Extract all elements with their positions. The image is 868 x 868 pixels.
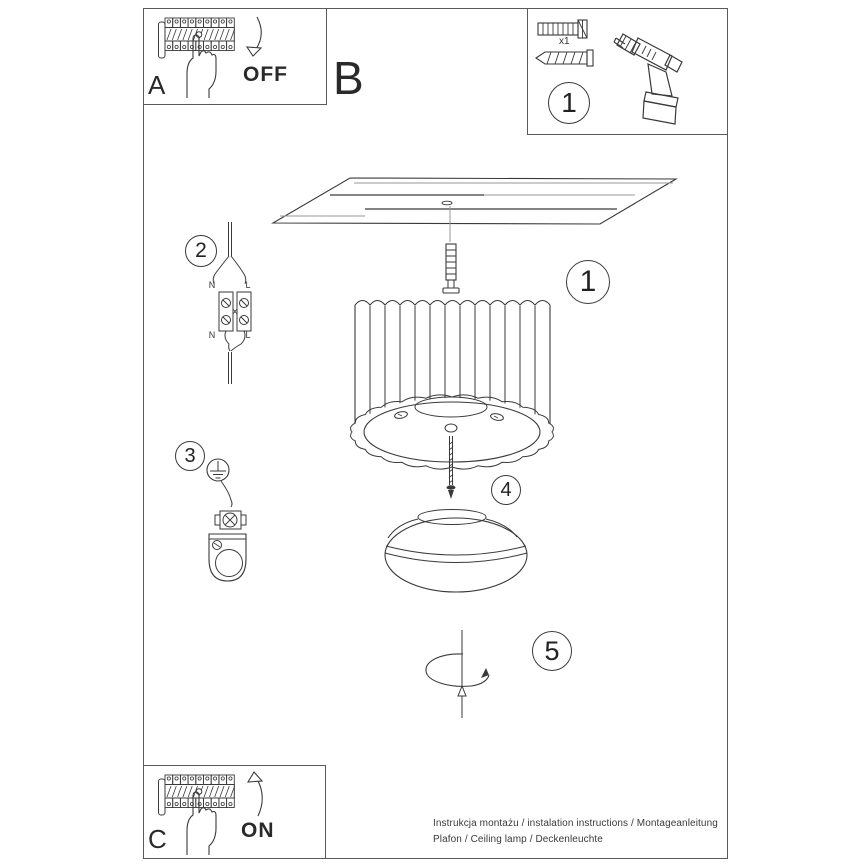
step-1-number: 1 — [579, 265, 597, 298]
wire-label-n-bottom: N — [208, 330, 216, 340]
step-4-number: 4 — [500, 478, 512, 501]
breaker-off-illustration — [155, 12, 305, 100]
wire-label-l-bottom: L — [245, 330, 251, 340]
footer-line-1: Instrukcja montażu / instalation instructions / Montageanleitung — [433, 818, 718, 829]
assembly-diagram — [145, 140, 727, 730]
ground-connection-illustration — [207, 459, 246, 581]
section-b-label: B — [333, 52, 364, 104]
step-5-number: 5 — [544, 635, 560, 666]
terminal-block-illustration — [213, 222, 251, 384]
dowel-quantity-label: x1 — [559, 36, 570, 47]
lamp-body-illustration — [351, 301, 554, 470]
parts-step-badge — [548, 82, 590, 124]
step-3-badge — [175, 441, 205, 471]
parts-step-number: 1 — [561, 87, 577, 118]
step-2-number: 2 — [195, 239, 207, 262]
earth-icon — [210, 461, 226, 478]
wire-label-n-top: N — [208, 280, 216, 290]
arrow-up-icon — [248, 772, 262, 816]
ceiling-plug-illustration — [443, 206, 459, 293]
breaker-panel-icon — [159, 18, 235, 58]
drill-icon — [614, 34, 682, 124]
footer — [433, 816, 718, 848]
box-a-label: A — [148, 70, 166, 100]
step-1-badge — [566, 260, 610, 304]
step-3-number: 3 — [184, 444, 196, 467]
breaker-panel-icon — [159, 775, 235, 815]
wire-label-l-top: L — [245, 280, 251, 290]
arrow-down-icon — [247, 17, 261, 56]
footer-line-2: Plafon / Ceiling lamp / Deckenleuchte — [433, 834, 603, 845]
step-5-badge — [532, 631, 572, 671]
box-c-label: C — [148, 824, 167, 854]
diffuser-illustration — [385, 510, 527, 593]
rotate-arrow-icon — [426, 630, 489, 718]
screw-icon — [536, 50, 593, 66]
ceiling-panel-illustration — [273, 178, 676, 224]
step-4-badge — [491, 475, 521, 505]
box-c-state: ON — [241, 819, 275, 842]
box-a-state: OFF — [243, 63, 288, 86]
step-2-badge — [185, 235, 217, 267]
breaker-on-illustration — [155, 769, 305, 857]
